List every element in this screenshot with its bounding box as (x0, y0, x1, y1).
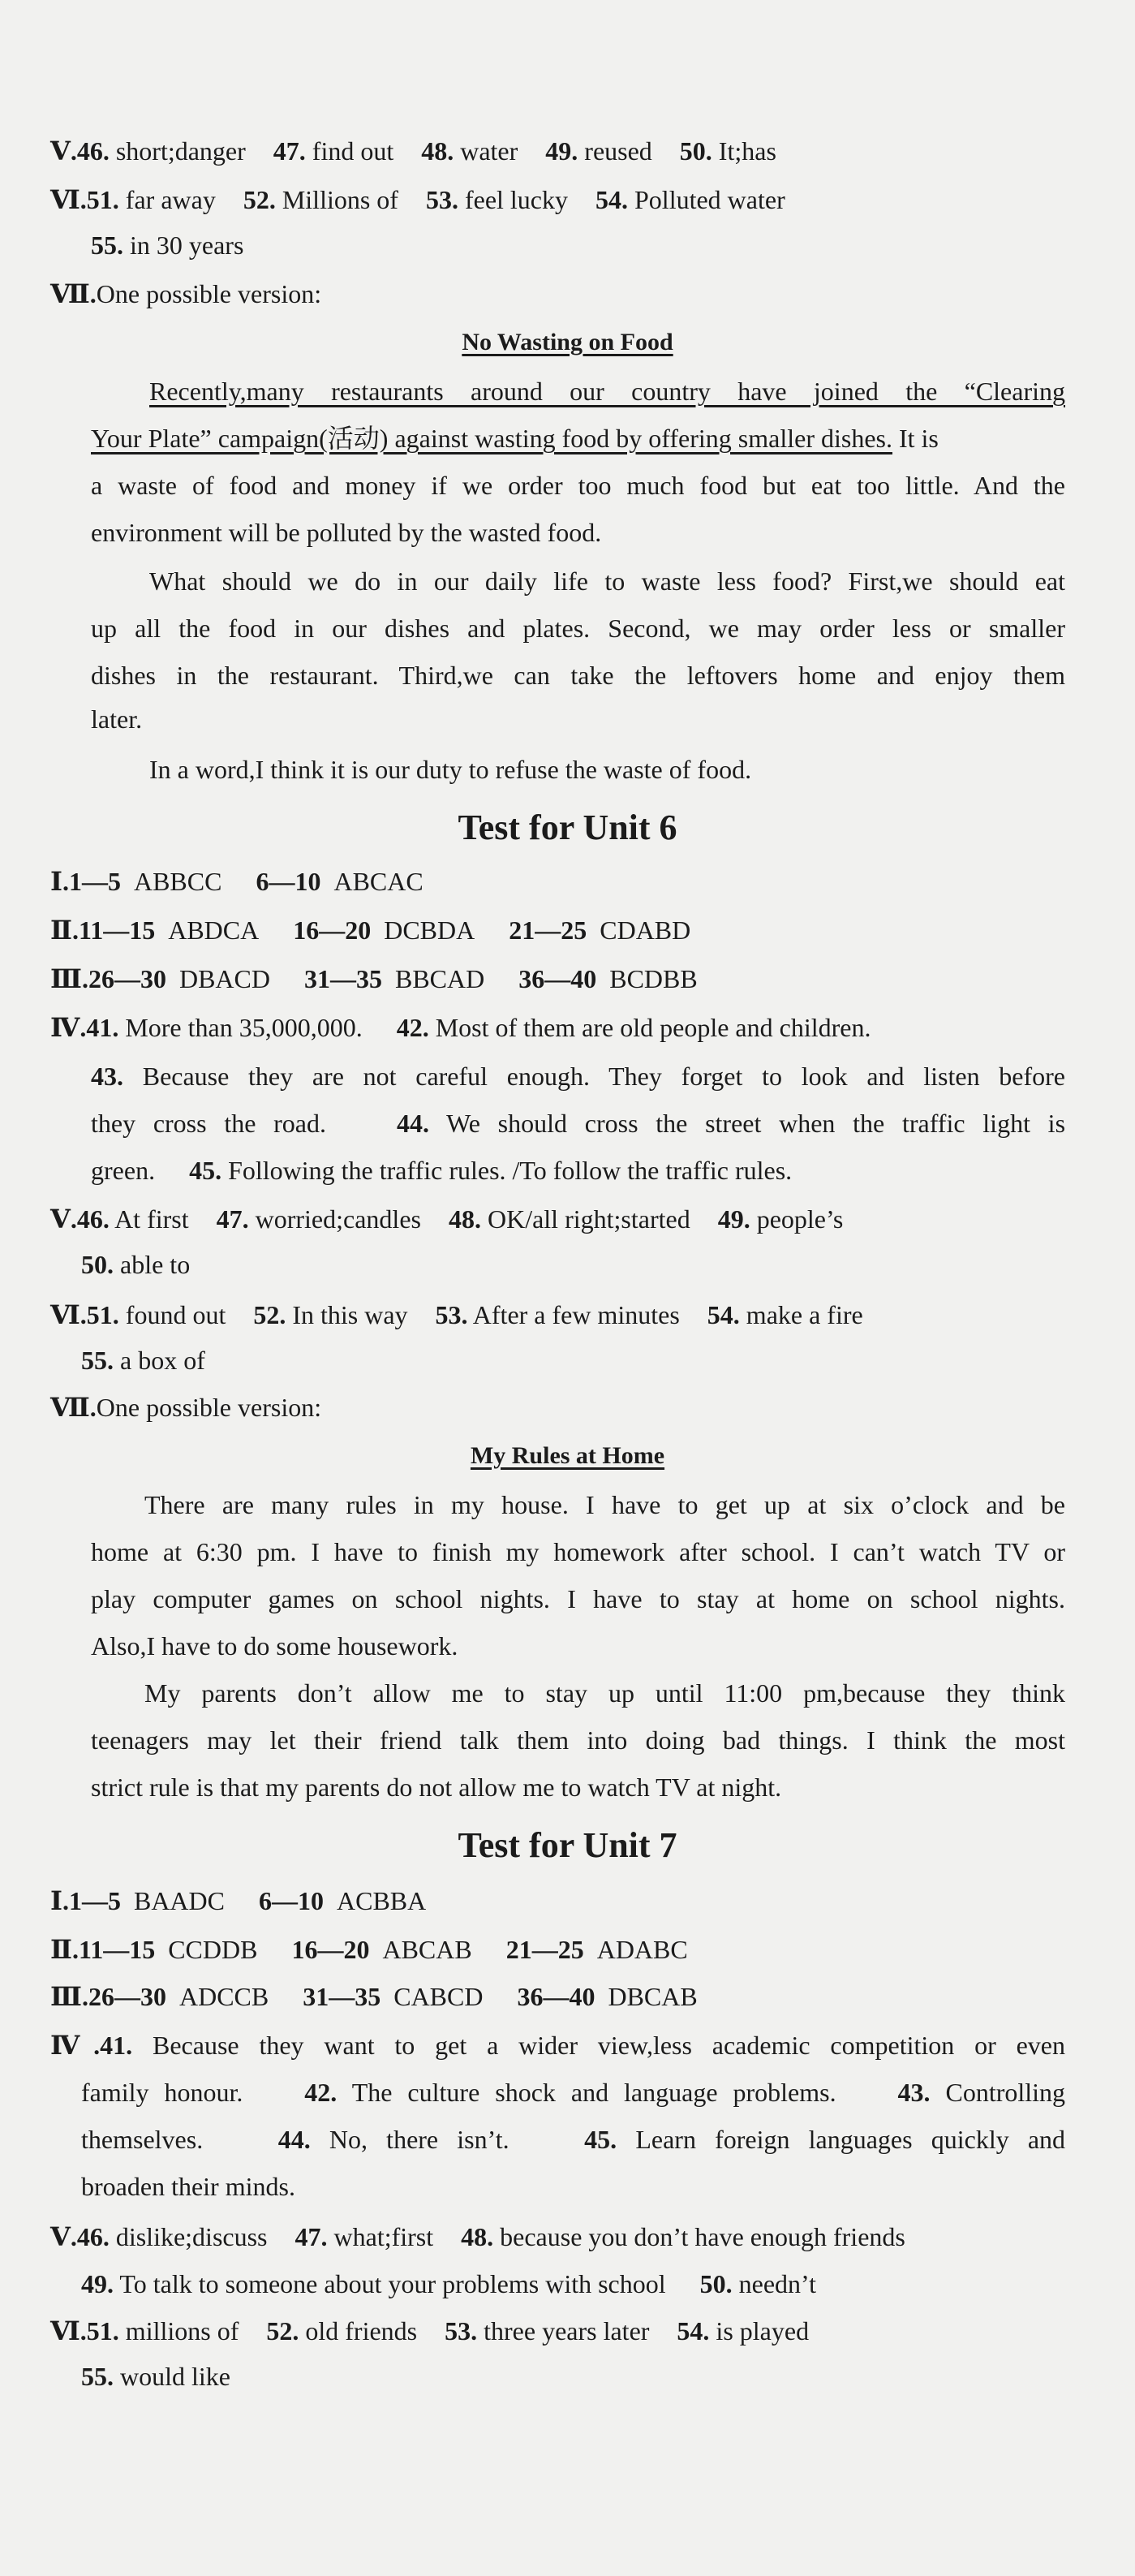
essay1-line: later. (91, 704, 143, 734)
essay2-line: Also,I have to do some housework. (91, 1631, 458, 1661)
u5-section-7: Ⅶ.One possible version: (50, 279, 322, 308)
essay1-line: What should we do in our daily life to waste less food? First,we should eat (149, 566, 1065, 596)
u7-section-2: Ⅱ.11—15 CCDDB 16—20 ABCAB 21—25 ADABC (50, 1935, 688, 1964)
essay-title-my-rules: My Rules at Home (470, 1442, 665, 1469)
essay2-line: strict rule is that my parents do not allow me to watch TV at night. (91, 1773, 782, 1802)
u7-section-6: Ⅵ.51. millions of 52. old friends 53. three years later 54. is played (50, 2316, 810, 2346)
u6-q43: 43. Because they are not careful enough. They forget to look and listen before (91, 1062, 1066, 1091)
essay1-line: Recently,many restaurants around our country have joined the “Clearing (149, 377, 1065, 406)
essay1-line: dishes in the restaurant. Third,we can take the leftovers home and enjoy them (91, 661, 1065, 690)
essay1-line: up all the food in our dishes and plates. Second, we may order less or smaller (91, 614, 1065, 643)
u5-section-6: Ⅵ.51. far away 52. Millions of 53. feel lucky 54. Polluted water (50, 185, 785, 214)
u7-section-1: Ⅰ.1—5 BAADC 6—10 ACBBA (50, 1886, 427, 1915)
essay1-line: a waste of food and money if we order too much food but eat too little. And the (91, 471, 1065, 500)
essay2-line: teenagers may let their friend talk them into doing bad things. I think the most (91, 1725, 1065, 1755)
u7-q43-45: themselves. 44. No, there isn’t. 45. Learn foreign languages quickly and (81, 2125, 1066, 2154)
u7-section-4: Ⅳ.41. Because they want to get a wider view,less academic competition or even (50, 2031, 1066, 2060)
unit7-title: Test for Unit 7 (458, 1825, 677, 1865)
u6-section-3: Ⅲ.26—30 DBACD 31—35 BBCAD 36—40 BCDBB (50, 964, 698, 993)
essay2-line: There are many rules in my house. I have to get up at six o’clock and be (144, 1490, 1065, 1519)
u6-section-6-cont: 55. a box of (81, 1346, 205, 1375)
u6-section-5-cont: 50. able to (81, 1250, 191, 1279)
essay1-line: Your Plate” campaign(活动) against wasting food by offering smaller dishes. It is (91, 424, 939, 453)
u7-section-5-cont: 49. To talk to someone about your problems with school 50. needn’t (81, 2269, 817, 2298)
essay2-line: home at 6:30 pm. I have to finish my homework after school. I can’t watch TV or (91, 1537, 1065, 1566)
u6-q44-45: green. 45. Following the traffic rules. /To follow the traffic rules. (91, 1156, 793, 1185)
unit6-title: Test for Unit 6 (458, 808, 677, 847)
u7-section-3: Ⅲ.26—30 ADCCB 31—35 CABCD 36—40 DBCAB (50, 1982, 698, 2011)
u7-section-5: Ⅴ.46. dislike;discuss 47. what;first 48. because you don’t have enough friends (50, 2222, 905, 2251)
u7-q45-cont: broaden their minds. (81, 2172, 295, 2201)
u6-section-4: Ⅳ.41. More than 35,000,000. 42. Most of them are old people and children. (50, 1013, 871, 1042)
u6-section-1: Ⅰ.1—5 ABBCC 6—10 ABCAC (50, 867, 423, 896)
u7-section-6-cont: 55. would like (81, 2362, 230, 2391)
u6-section-5: Ⅴ.46. At first 47. worried;candles 48. OK/all right;started 49. people’s (50, 1204, 844, 1234)
essay1-line: In a word,I think it is our duty to refuse the waste of food. (149, 755, 752, 784)
u6-section-2: Ⅱ.11—15 ABDCA 16—20 DCBDA 21—25 CDABD (50, 915, 691, 945)
u6-q43-44: they cross the road. 44. We should cross the street when the traffic light is (91, 1109, 1066, 1138)
u6-section-7: Ⅶ.One possible version: (50, 1393, 322, 1422)
essay-title-no-wasting: No Wasting on Food (462, 329, 673, 355)
essay2-line: play computer games on school nights. I have to stay at home on school nights. (91, 1584, 1065, 1613)
u5-section-6-cont: 55. in 30 years (91, 230, 244, 260)
essay1-line: environment will be polluted by the wasted food. (91, 518, 602, 547)
u7-q41-43: family honour. 42. The culture shock and language problems. 43. Controlling (81, 2078, 1066, 2107)
u5-section-5: Ⅴ.46. short;danger 47. find out 48. water 49. reused 50. It;has (50, 136, 776, 166)
essay2-line: My parents don’t allow me to stay up until 11:00 pm,because they think (144, 1678, 1065, 1708)
u6-section-6: Ⅵ.51. found out 52. In this way 53. After a few minutes 54. make a fire (50, 1300, 863, 1329)
